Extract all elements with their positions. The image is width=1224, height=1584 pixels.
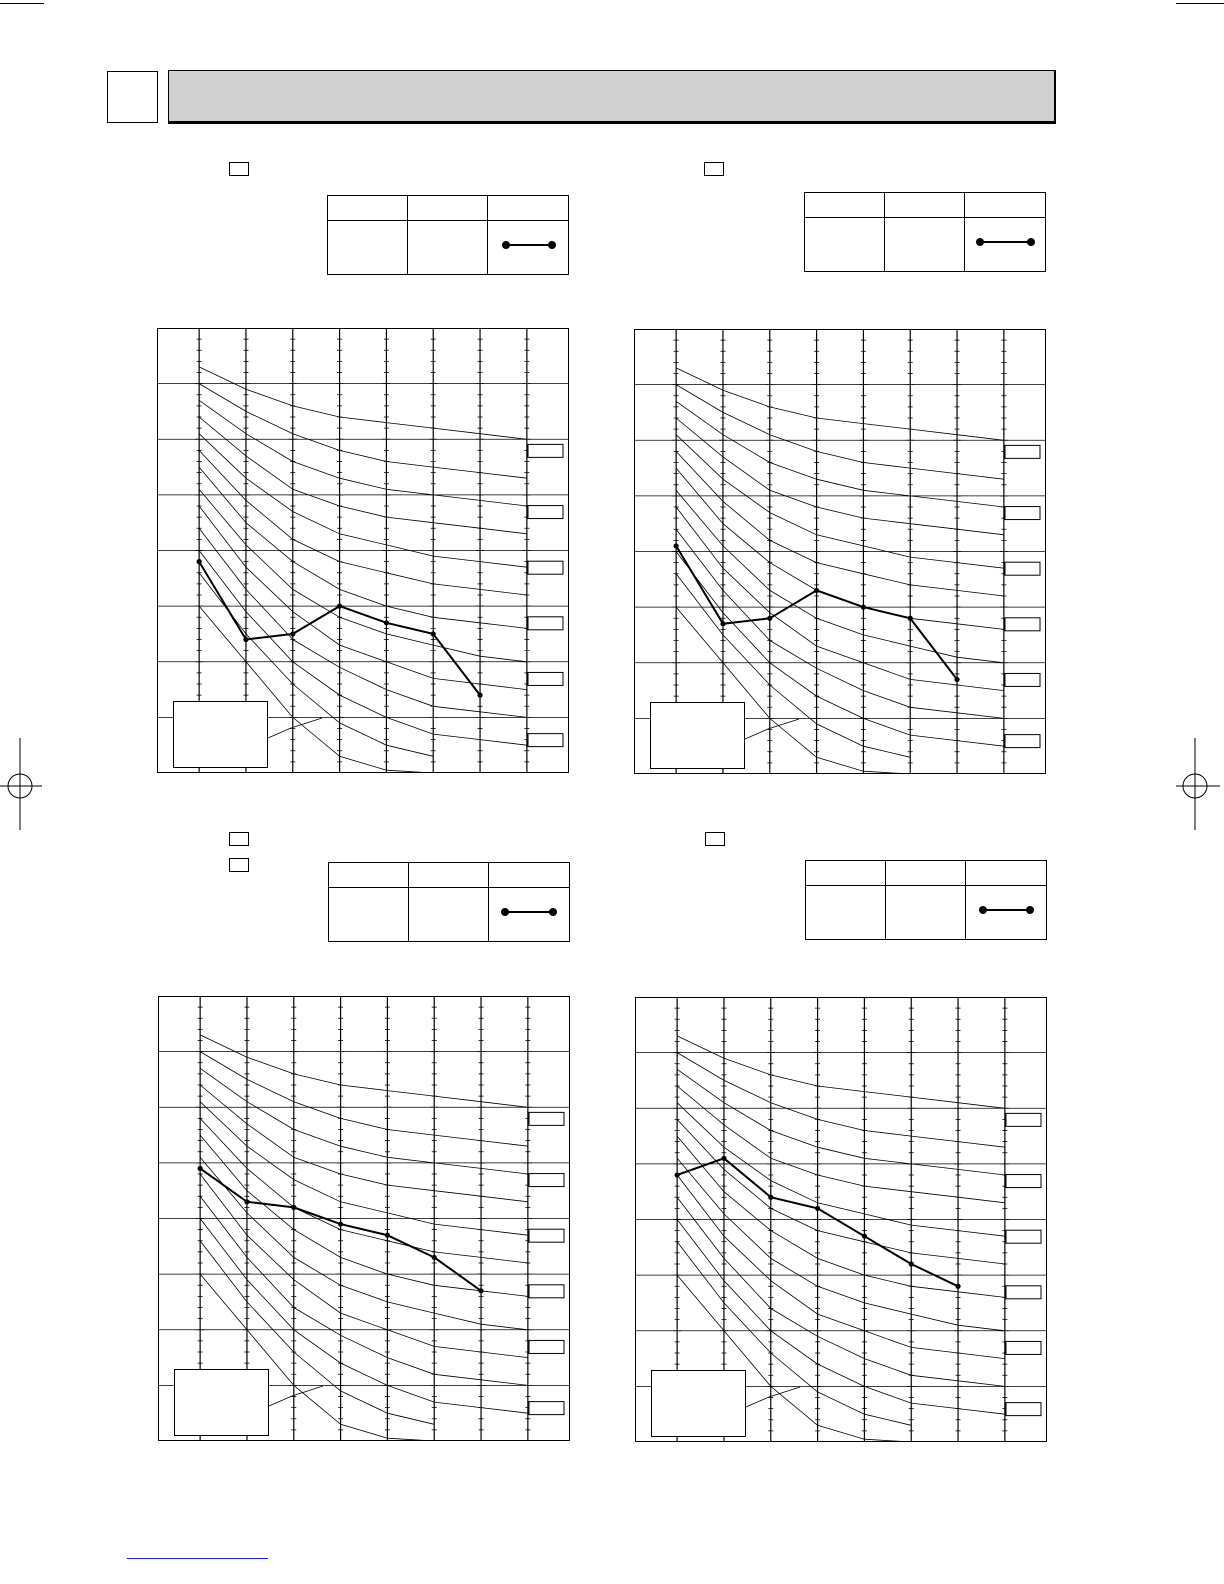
curve-label-box [1006,1230,1041,1243]
curve-label-box [528,444,563,457]
measured-data-point [291,1205,296,1210]
measured-data-point [815,1206,820,1211]
measured-data-point [478,1288,483,1293]
measured-data-point [768,1195,773,1200]
legend-header-3 [488,196,569,221]
chart-plot-area [634,329,1046,774]
chart-1-legend-table [327,195,569,275]
registration-mark-left [0,738,44,854]
measured-data-point [338,1221,343,1226]
note-box [651,703,745,769]
measured-data-point [674,543,679,548]
legend-value-1 [328,221,408,275]
note-box [175,1370,269,1436]
section-number-box [107,71,158,123]
legend-value-2 [409,888,489,942]
legend-line-symbol [966,886,1046,934]
legend-header-2 [885,193,965,218]
legend-line-symbol [965,218,1045,266]
chart-3-legend-table [328,862,570,942]
legend-header-1 [805,193,885,218]
curve-label-box [1005,445,1040,458]
legend-line-sample [488,221,569,275]
legend-header-1 [328,196,408,221]
curve-label-box [1006,1113,1041,1126]
curve-label-box [529,1112,564,1125]
curve-label-box [528,561,563,574]
curve-label-box [1006,1341,1041,1354]
measured-data-point [384,620,389,625]
legend-line-symbol [488,221,568,269]
section-title-bar [168,70,1056,124]
legend-header-3 [965,193,1046,218]
chart-plot-area [635,997,1047,1442]
measured-data-point [908,616,913,621]
curve-label-box [1006,1286,1041,1299]
measured-data-point [197,559,202,564]
legend-header-1 [806,861,886,886]
chart-4-marker-box [705,832,725,846]
legend-header-2 [886,861,966,886]
measured-data-point [814,588,819,593]
chart-3-marker-box-1 [229,832,249,846]
legend-header-3 [489,863,570,888]
measured-data-point [385,1233,390,1238]
legend-line-symbol [489,888,569,936]
chart-1-marker-box [229,162,249,176]
curve-label-box [528,506,563,519]
note-box [174,702,268,768]
measured-data-point [198,1166,203,1171]
curve-label-box [1005,618,1040,631]
measured-data-point [767,616,772,621]
measured-data-point [954,677,959,682]
legend-line-sample [965,218,1046,272]
chart-top-right [634,329,1046,774]
registration-mark-right [1176,738,1220,854]
curve-label-box [529,1402,564,1415]
footer-link-underline [127,1558,268,1559]
curve-label-box [529,1285,564,1298]
legend-value-2 [408,221,488,275]
chart-bottom-right [635,997,1047,1442]
curve-label-box [1006,1403,1041,1416]
curve-label-box [1005,507,1040,520]
curve-label-box [528,617,563,630]
measured-data-point [861,605,866,610]
legend-header-2 [408,196,488,221]
measured-data-point [720,621,725,626]
measured-data-point [337,604,342,609]
legend-value-1 [329,888,409,942]
measured-data-point [244,1199,249,1204]
measured-data-point [909,1261,914,1266]
legend-header-2 [409,863,489,888]
measured-data-point [675,1172,680,1177]
legend-line-sample [966,886,1047,940]
note-box [652,1371,746,1437]
chart-2-marker-box [704,162,724,176]
crop-mark-top-left [0,3,44,4]
curve-label-box [1005,562,1040,575]
chart-bottom-left [158,996,570,1441]
crop-mark-top-right [1176,3,1224,4]
chart-plot-area [157,328,569,773]
measured-data-point [431,631,436,636]
measured-data-point [432,1255,437,1260]
curve-label-box [528,734,563,747]
measured-data-point [290,631,295,636]
measured-data-point [955,1284,960,1289]
chart-4-legend-table [805,860,1047,940]
measured-data-point [477,693,482,698]
legend-line-sample [489,888,570,942]
legend-value-2 [885,218,965,272]
curve-label-box [1005,673,1040,686]
legend-value-1 [805,218,885,272]
measured-data-point [721,1156,726,1161]
measured-data-point [862,1234,867,1239]
chart-2-legend-table [804,192,1046,272]
curve-label-box [528,672,563,685]
curve-label-box [529,1340,564,1353]
legend-value-2 [886,886,966,940]
measured-data-point [243,637,248,642]
legend-header-1 [329,863,409,888]
curve-label-box [529,1229,564,1242]
chart-plot-area [158,996,570,1441]
chart-top-left [157,328,569,773]
curve-label-box [529,1174,564,1187]
legend-header-3 [966,861,1047,886]
curve-label-box [1005,735,1040,748]
chart-3-marker-box-2 [229,858,249,872]
curve-label-box [1006,1175,1041,1188]
legend-value-1 [806,886,886,940]
